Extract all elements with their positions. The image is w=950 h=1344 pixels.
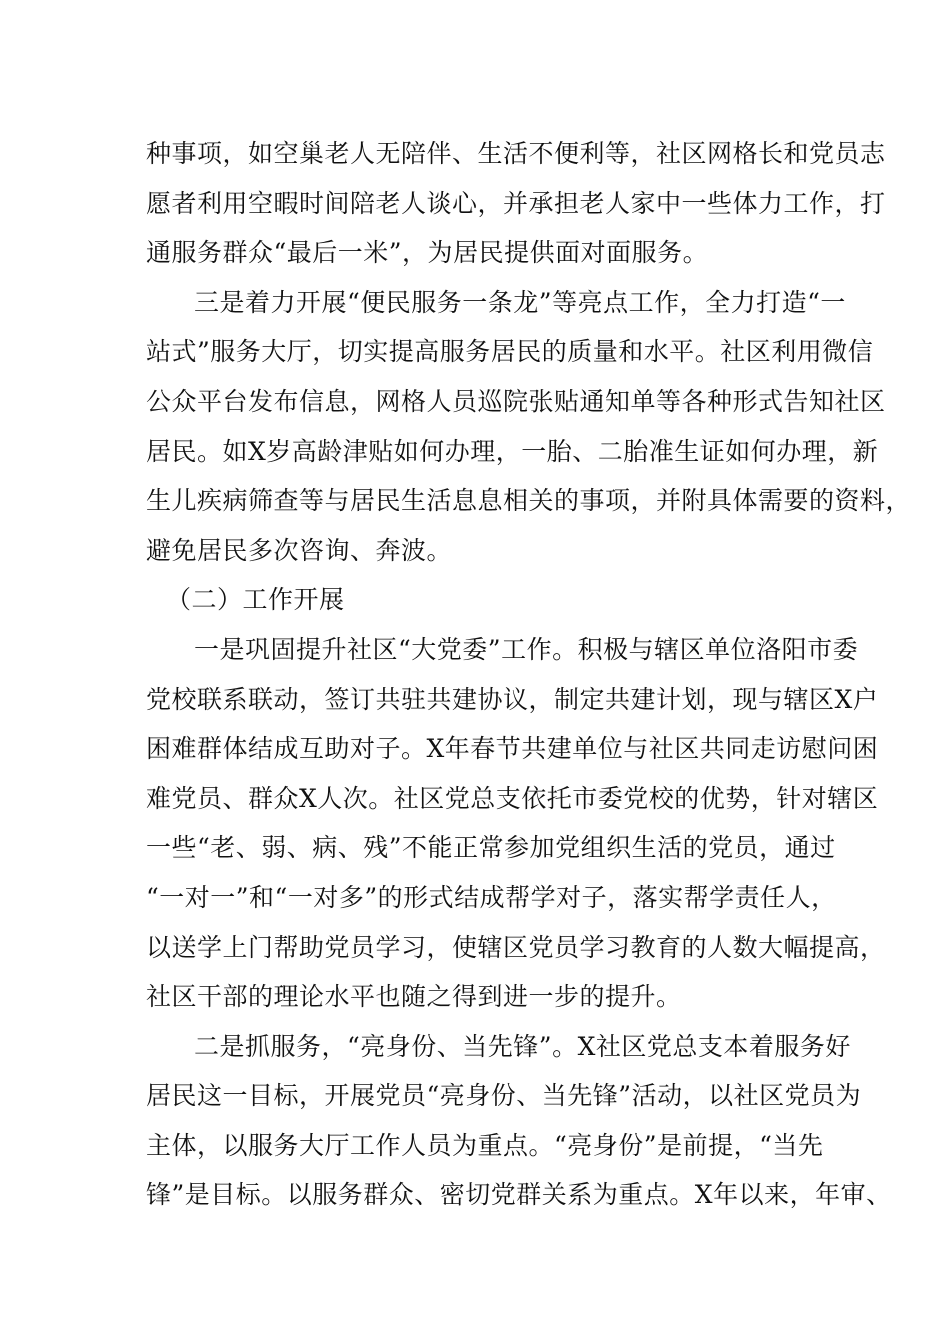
text-line: 居民这一目标，开展党员“亮身份、当先锋”活动，以社区党员为 — [146, 1081, 862, 1111]
text-line: 愿者利用空暇时间陪老人谈心，并承担老人家中一些体力工作，打 — [146, 188, 886, 218]
text-line: 通服务群众“最后一米”，为居民提供面对面服务。 — [146, 238, 709, 268]
paragraph-start-line: 二是抓服务，“亮身份、当先锋”。X社区党总支本着服务好 — [194, 1031, 851, 1061]
document-body — [146, 129, 912, 1220]
paragraph-start-line: 三是着力开展“便民服务一条龙”等亮点工作，全力打造“一 — [194, 287, 846, 317]
text-line: 困难群体结成互助对子。X年春节共建单位与社区共同走访慰问困 — [146, 734, 879, 764]
text-line: 党校联系联动，签订共驻共建协议，制定共建计划，现与辖区X户 — [146, 684, 879, 714]
paragraph-start-line: 一是巩固提升社区“大党委”工作。积极与辖区单位洛阳市委 — [194, 634, 859, 664]
text-line: 公众平台发布信息，网格人员巡院张贴通知单等各种形式告知社区 — [146, 386, 886, 416]
text-line: 锋”是目标。以服务群众、密切党群关系为重点。X年以来，年审、 — [146, 1180, 892, 1210]
text-line: 以送学上门帮助党员学习，使辖区党员学习教育的人数大幅提高， — [146, 932, 886, 962]
text-line: 生儿疾病筛查等与居民生活息息相关的事项，并附具体需要的资料， — [146, 486, 912, 516]
text-line: 站式”服务大厅，切实提高服务居民的质量和水平。社区利用微信 — [146, 337, 874, 367]
text-line: “一对一”和“一对多”的形式结成帮学对子，落实帮学责任人， — [146, 882, 837, 912]
text-line: 主体，以服务大厅工作人员为重点。“亮身份”是前提，“当先 — [146, 1130, 824, 1160]
text-line: 避免居民多次咨询、奔波。 — [146, 535, 453, 565]
text-line: 社区干部的理论水平也随之得到进一步的提升。 — [146, 982, 682, 1012]
section-heading: （二）工作开展 — [166, 585, 345, 615]
text-line: 种事项，如空巢老人无陪伴、生活不便利等，社区网格长和党员志 — [146, 139, 886, 168]
text-line: 居民。如X岁高龄津贴如何办理，一胎、二胎准生证如何办理，新 — [146, 436, 879, 466]
text-line: 难党员、群众X人次。社区党总支依托市委党校的优势，针对辖区 — [146, 783, 879, 813]
text-line: 一些“老、弱、病、残”不能正常参加党组织生活的党员，通过 — [146, 833, 836, 863]
